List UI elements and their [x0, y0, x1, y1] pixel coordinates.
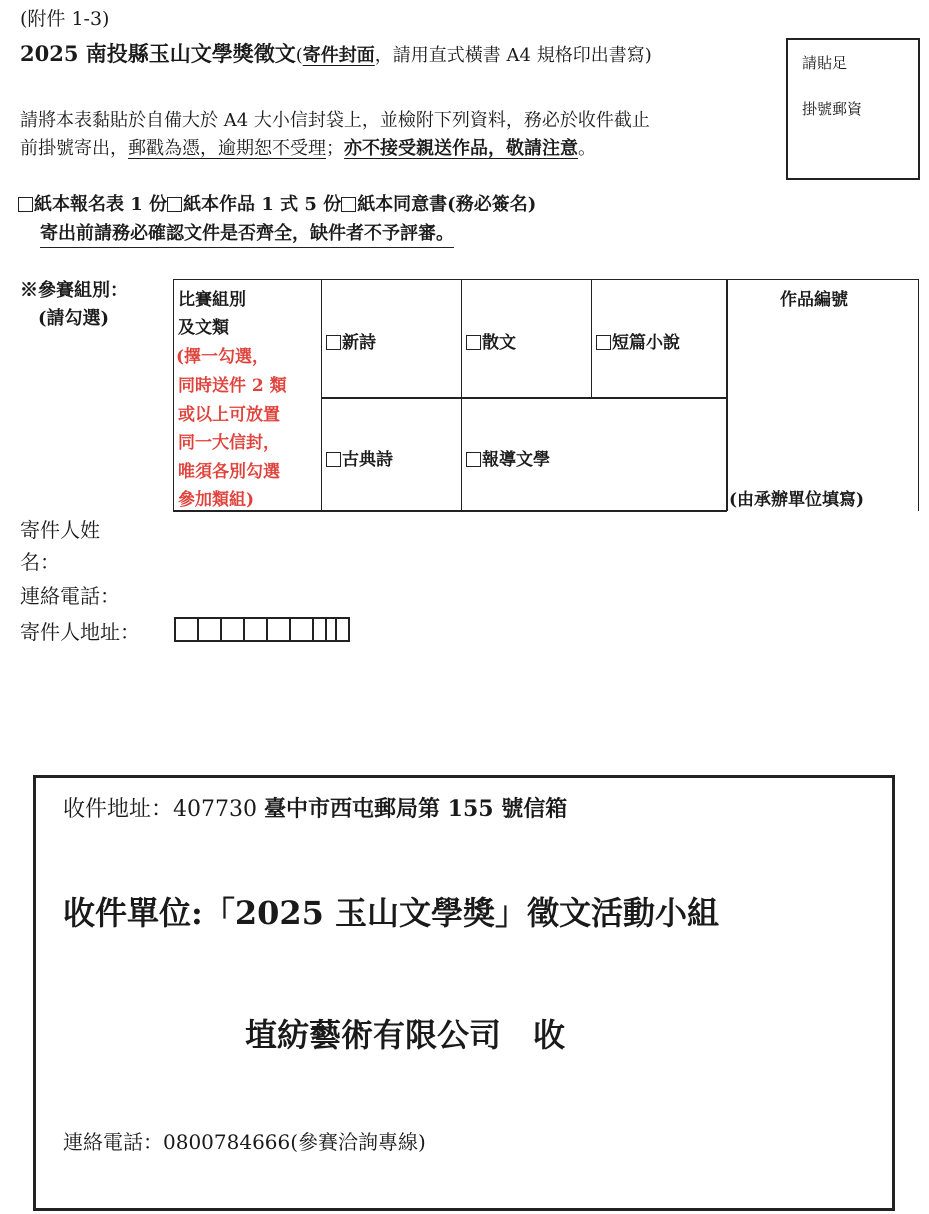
table-col-divider-4: [726, 279, 728, 511]
table-col-divider-1: [321, 279, 322, 511]
recipient-phone: 連絡電話：0800784666(參賽洽詢專線): [63, 1130, 426, 1154]
recipient-company: 埴紡藝術有限公司 收: [245, 1016, 566, 1054]
instruction-part-e: 。: [578, 138, 596, 159]
recipient-address-label: 收件地址：407730: [63, 797, 264, 822]
zip-box-4[interactable]: [243, 617, 268, 642]
work-number-header: 作品編號: [780, 290, 848, 310]
zip-box-8[interactable]: [325, 617, 350, 642]
instruction-line2: [20, 134, 596, 160]
zip-box-3[interactable]: [220, 617, 245, 642]
title-cover: 寄件封面: [302, 45, 375, 66]
instruction-part-c: ；: [326, 138, 344, 159]
checkbox-short-story[interactable]: [596, 335, 611, 350]
option-reportage[interactable]: [466, 445, 550, 470]
sender-phone-label: 連絡電話：: [20, 584, 120, 608]
stamp-box: [786, 38, 920, 180]
table-row-divider: [321, 397, 727, 399]
page-title: [20, 38, 652, 68]
checkbox-classical-poem[interactable]: [326, 452, 341, 467]
sender-name-label-l2: 名：: [20, 550, 60, 574]
checkbox-prose[interactable]: [466, 335, 481, 350]
option-prose[interactable]: [466, 328, 516, 353]
zip-box-6[interactable]: [289, 617, 314, 642]
confirm-notice: 寄出前請務必確認文件是否齊全，缺件者不予評審。: [40, 219, 454, 248]
table-note-1: (擇一勾選，: [176, 347, 270, 367]
zip-box-2[interactable]: [197, 617, 222, 642]
instruction-no-handdelivery: 亦不接受親送作品，敬請注意: [344, 138, 578, 159]
instruction-postmark: 郵戳為憑，逾期恕不受理: [128, 138, 326, 159]
option-classical-poem[interactable]: [326, 445, 393, 470]
checklist-item-consent: 紙本同意書(務必簽名): [357, 194, 537, 215]
checklist-item-works: 紙本作品 1 式 5 份: [183, 194, 342, 215]
stamp-line1: 請貼足: [802, 54, 848, 72]
recipient-address: [63, 792, 567, 823]
attachment-label: (附件 1-3): [20, 8, 110, 30]
sender-name-label-l1: 寄件人姓: [20, 518, 100, 542]
table-top-border: [173, 279, 919, 280]
table-note-2: 同時送件 2 類: [178, 376, 287, 396]
group-label: ※參賽組別：: [20, 280, 128, 301]
instruction-line1: 請將本表黏貼於自備大於 A4 大小信封袋上，並檢附下列資料，務必於收件截止: [20, 110, 650, 131]
title-rest: ，請用直式橫書 A4 規格印出書寫): [374, 45, 652, 66]
table-note-4: 同一大信封，: [178, 433, 280, 453]
option-prose-label: 散文: [482, 333, 516, 353]
option-poem-label: 新詩: [342, 333, 376, 353]
checkbox-consent[interactable]: [341, 197, 356, 212]
table-note-5: 唯須各別勾選: [178, 462, 280, 482]
checkbox-registration-form[interactable]: [18, 197, 33, 212]
checkbox-works[interactable]: [167, 197, 182, 212]
group-sublabel: (請勾選): [38, 308, 110, 329]
option-classical-poem-label: 古典詩: [342, 450, 393, 470]
table-header-l1: 比賽組別: [178, 290, 246, 310]
option-poem[interactable]: [326, 328, 376, 353]
instruction-part-a: 前掛號寄出，: [20, 138, 128, 159]
table-note-6: 參加類組): [178, 490, 255, 510]
option-short-story[interactable]: [596, 328, 680, 353]
table-note-3: 或以上可放置: [178, 405, 280, 425]
table-bottom-border: [173, 510, 727, 512]
title-paren-open: (: [295, 45, 303, 66]
table-left-border: [173, 279, 174, 511]
document-checklist: [18, 190, 536, 216]
zip-box-1[interactable]: [174, 617, 199, 642]
table-header-l2: 及文類: [178, 318, 229, 338]
checkbox-poem[interactable]: [326, 335, 341, 350]
work-number-filled-by: (由承辦單位填寫): [729, 490, 865, 510]
recipient-unit: 收件單位:「2025 玉山文學獎」徵文活動小組: [63, 894, 720, 932]
title-main: 2025 南投縣玉山文學獎徵文: [20, 41, 296, 66]
recipient-address-value: 臺中市西屯郵局第 155 號信箱: [263, 796, 568, 822]
checklist-item-registration: 紙本報名表 1 份: [34, 194, 168, 215]
stamp-line2: 掛號郵資: [802, 100, 863, 118]
option-short-story-label: 短篇小說: [612, 333, 680, 353]
table-col-divider-3: [591, 279, 592, 398]
table-col-divider-2: [461, 279, 462, 511]
zip-box-5[interactable]: [266, 617, 291, 642]
option-reportage-label: 報導文學: [482, 450, 550, 470]
checkbox-reportage[interactable]: [466, 452, 481, 467]
table-right-border: [918, 279, 919, 511]
sender-address-label: 寄件人地址：: [20, 620, 140, 644]
